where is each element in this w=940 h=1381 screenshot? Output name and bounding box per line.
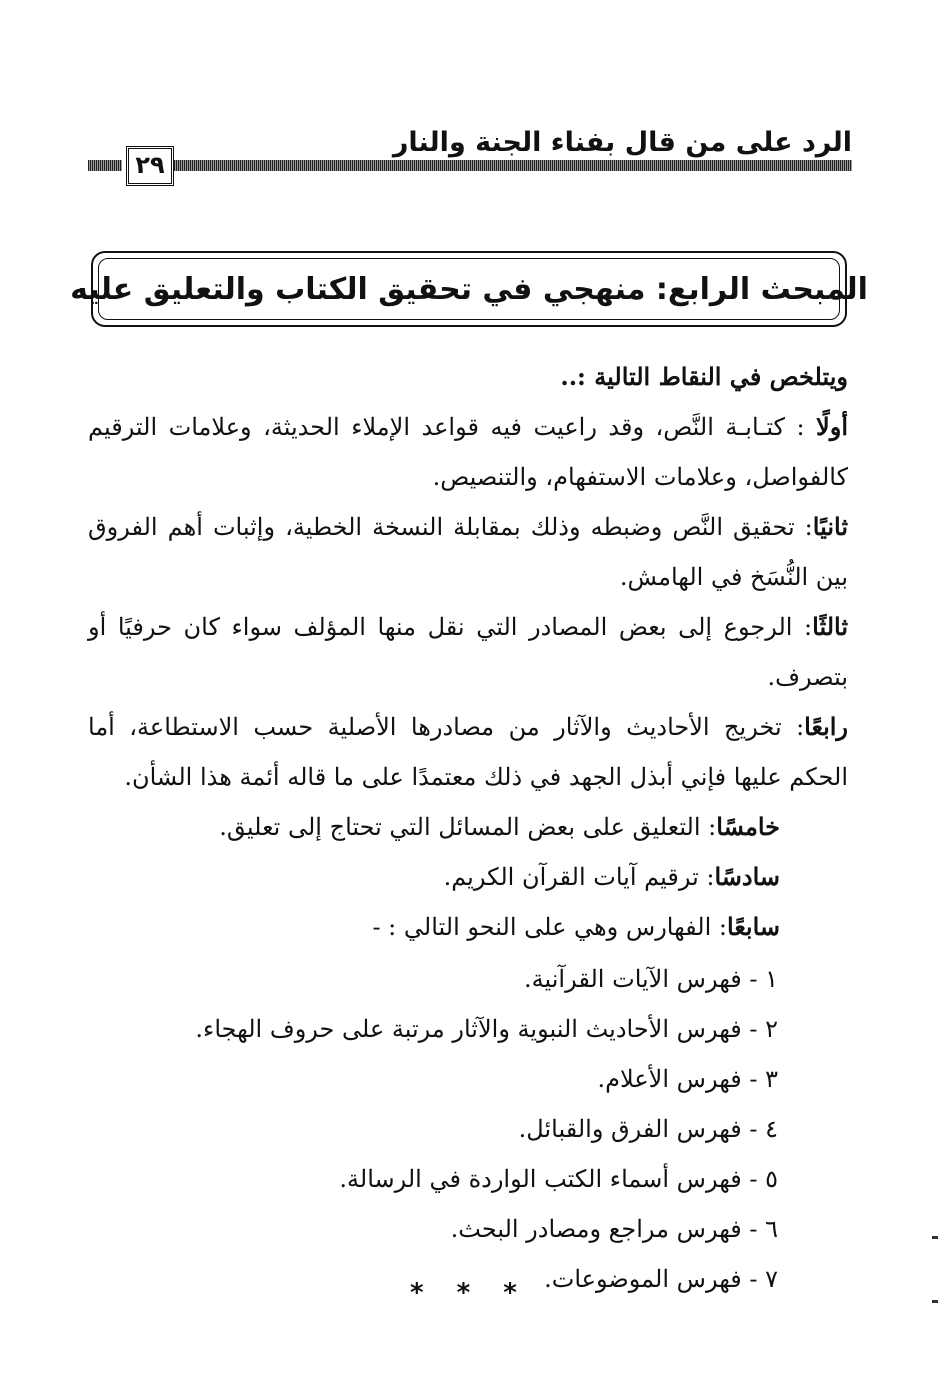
index-item: ٤ - فهرس الفرق والقبائل. — [518, 1115, 778, 1143]
point-7 — [88, 902, 848, 952]
point-label: سابعًا — [727, 912, 780, 941]
point-2 — [88, 502, 848, 602]
point-text: : كتـابـة النَّص، وقد راعيت فيه قواعد الإملاء الحديثة، وعلامات الترقيم كالفواصل، وعلامات الاستفهام، والتنصيص. — [88, 413, 848, 491]
index-list — [158, 954, 778, 1304]
point-5 — [88, 802, 848, 852]
index-item: ٥ - فهرس أسماء الكتب الواردة في الرسالة. — [339, 1165, 778, 1193]
running-title: الرد على من قال بفناء الجنة والنار — [392, 127, 852, 158]
scan-edge-mark — [932, 1236, 938, 1239]
point-text: : التعليق على بعض المسائل التي تحتاج إلى تعليق. — [219, 813, 717, 841]
index-item: ٢ - فهرس الأحاديث النبوية والآثار مرتبة على حروف الهجاء. — [195, 1015, 778, 1043]
point-label: ثانيًا — [812, 512, 848, 541]
point-1 — [88, 402, 848, 502]
point-label: خامسًا — [716, 812, 780, 841]
point-label: ثالثًا — [812, 612, 848, 641]
index-item: ٧ - فهرس الموضوعات. — [544, 1265, 778, 1293]
index-item: ٣ - فهرس الأعلام. — [597, 1065, 778, 1093]
section-heading-frame — [70, 251, 868, 327]
point-text: : تحقيق النَّص وضبطه وذلك بمقابلة النسخة الخطية، وإثبات أهم الفروق بين النُّسَخ في الهامش. — [88, 513, 848, 591]
intro-line — [88, 352, 848, 402]
header-rule-short — [88, 160, 122, 171]
section-heading-inner-frame — [70, 258, 868, 320]
point-label: رابعًا — [804, 712, 848, 741]
body-text — [88, 352, 848, 952]
point-3 — [88, 602, 848, 702]
point-label: أولًا — [816, 412, 848, 441]
point-4 — [88, 702, 848, 802]
index-item: ١ - فهرس الآيات القرآنية. — [524, 965, 778, 993]
point-text: : تخريج الأحاديث والآثار من مصادرها الأصلية حسب الاستطاعة، أما الحكم عليها فإني أبذل الجهد في ذلك معتمدًا على ما قاله أئمة هذا الشأن. — [88, 713, 848, 791]
index-item: ٦ - فهرس مراجع ومصادر البحث. — [450, 1215, 778, 1243]
intro-text: ويتلخص في النقاط التالية :.. — [560, 362, 848, 391]
point-label: سادسًا — [714, 862, 780, 891]
header-rule — [172, 160, 852, 171]
section-heading: المبحث الرابع: منهجي في تحقيق الكتاب والتعليق عليه — [70, 271, 868, 307]
point-text: : ترقيم آيات القرآن الكريم. — [443, 863, 715, 891]
section-separator: * * * — [410, 1278, 529, 1308]
point-text: : الفهارس وهي على النحو التالي : - — [372, 913, 727, 941]
point-text: : الرجوع إلى بعض المصادر التي نقل منها المؤلف سواء كان حرفيًا أو بتصرف. — [88, 613, 848, 691]
point-6 — [88, 852, 848, 902]
scan-edge-mark — [932, 1300, 938, 1303]
page-number: ٢٩ — [126, 146, 174, 186]
